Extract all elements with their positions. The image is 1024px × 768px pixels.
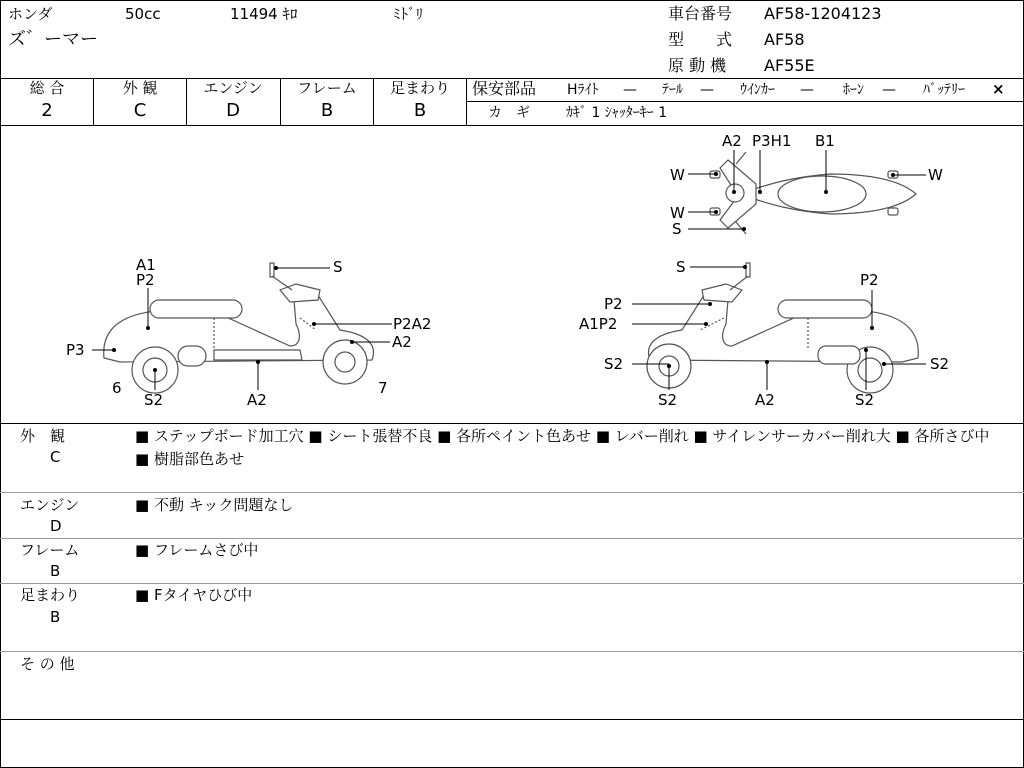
label-right-s: S (676, 258, 686, 276)
remark-other-label: そ の 他 (20, 655, 75, 673)
label-left-a1: A1 (136, 256, 156, 274)
body-color: ﾐﾄﾞﾘ (393, 5, 424, 23)
remark-frame-grade: B (50, 562, 61, 580)
engine-model-label: 原 動 機 (668, 56, 727, 75)
label-top-a2: A2 (722, 132, 742, 150)
grade-overall-label: 総 合 (29, 79, 65, 97)
safety-tail-mark: — (700, 82, 714, 98)
remark-suspension-text: ■ Fタイヤひび中 (135, 586, 253, 604)
safety-horn: ﾎｰﾝ (843, 82, 864, 98)
remark-engine-text: ■ 不動 キック問題なし (135, 496, 294, 514)
grade-exterior-label: 外 観 (122, 79, 158, 97)
label-right-a2: A2 (755, 391, 775, 409)
label-right-p2-seat: P2 (860, 271, 879, 289)
mileage: 11494 ｷﾛ (230, 5, 298, 23)
label-right-s2-front: S2 (604, 355, 624, 373)
label-left-s: S (333, 258, 343, 276)
grade-suspension-value: B (413, 100, 427, 121)
safety-tail: ﾃｰﾙ (662, 82, 683, 98)
maker: ホンダ (8, 5, 53, 23)
label-left-a2-front: A2 (392, 333, 412, 351)
label-left-p2: P2 (136, 271, 155, 289)
safety-winker-mark: — (800, 82, 814, 98)
engine-model-value: AF55E (764, 56, 815, 75)
label-top-s: S (672, 220, 682, 238)
remark-exterior-grade: C (50, 448, 61, 466)
remark-suspension-grade: B (50, 608, 61, 626)
safety-battery-mark: × (992, 80, 1005, 98)
safety-label: 保安部品 (472, 79, 537, 98)
chassis-label: 車台番号 (668, 4, 733, 23)
label-left-p3: P3 (66, 341, 85, 359)
label-left-s2: S2 (144, 391, 164, 409)
safety-horn-mark: — (882, 82, 896, 98)
remarks-bottom (0, 719, 1024, 720)
type-value: AF58 (764, 30, 805, 49)
grade-engine-label: エンジン (203, 79, 263, 97)
label-left-6: 6 (112, 379, 122, 397)
safety-battery: ﾊﾞｯﾃﾘｰ (923, 82, 965, 98)
grade-frame-label: フレーム (297, 79, 357, 97)
label-top-w-left-upper: W (670, 166, 685, 184)
key-label: カ ギ (488, 105, 530, 121)
grade-overall-value: 2 (41, 100, 53, 121)
label-right-s2-rear: S2 (855, 391, 875, 409)
displacement: 50cc (125, 5, 161, 23)
safety-headlight: Hﾗｲﾄ (567, 82, 599, 98)
label-right-p2-front: P2 (604, 295, 623, 313)
key-value: ｶｷﾞ 1 ｼｬｯﾀｰｷｰ 1 (566, 105, 668, 121)
label-top-w-right: W (928, 166, 943, 184)
label-top-p3h1: P3H1 (752, 132, 792, 150)
scooter-diagram (0, 126, 1024, 424)
model-name: ズ゛ーマー (8, 29, 98, 50)
label-right-a1p2: A1P2 (579, 315, 618, 333)
grade-exterior-value: C (133, 100, 147, 121)
grade-engine-value: D (226, 100, 240, 121)
remark-engine-grade: D (50, 517, 62, 535)
remark-frame-text: ■ フレームさび中 (135, 541, 259, 559)
remarks-top (0, 423, 1024, 424)
label-left-7: 7 (378, 379, 388, 397)
chassis-value: AF58-1204123 (764, 4, 882, 23)
label-top-w-left-lower: W (670, 204, 685, 222)
scooter-top-view (710, 152, 916, 234)
safety-headlight-mark: — (623, 82, 637, 98)
label-left-a2-floor: A2 (247, 391, 267, 409)
label-left-p2a2: P2A2 (393, 315, 432, 333)
remark-exterior-text: ■ ステップボード加工穴 ■ シート張替不良 ■ 各所ペイント色あせ ■ レバー削れ ■ サイレンサーカバー削れ大 ■ 各所さび中 ■ 樹脂部色あせ (135, 427, 990, 468)
safety-winker: ｳｲﾝｶｰ (740, 82, 775, 98)
grade-frame-value: B (320, 100, 334, 121)
grade-suspension-label: 足まわり (389, 79, 450, 97)
remark-engine-label: エンジン (20, 496, 80, 514)
label-top-b1: B1 (815, 132, 835, 150)
remark-exterior-label: 外 観 (20, 427, 66, 445)
label-right-s2-muffler: S2 (930, 355, 950, 373)
type-label: 型 式 (668, 30, 733, 49)
remark-suspension-label: 足まわり (20, 586, 81, 604)
remark-frame-label: フレーム (20, 541, 80, 559)
label-right-s2-wheel: S2 (658, 391, 678, 409)
